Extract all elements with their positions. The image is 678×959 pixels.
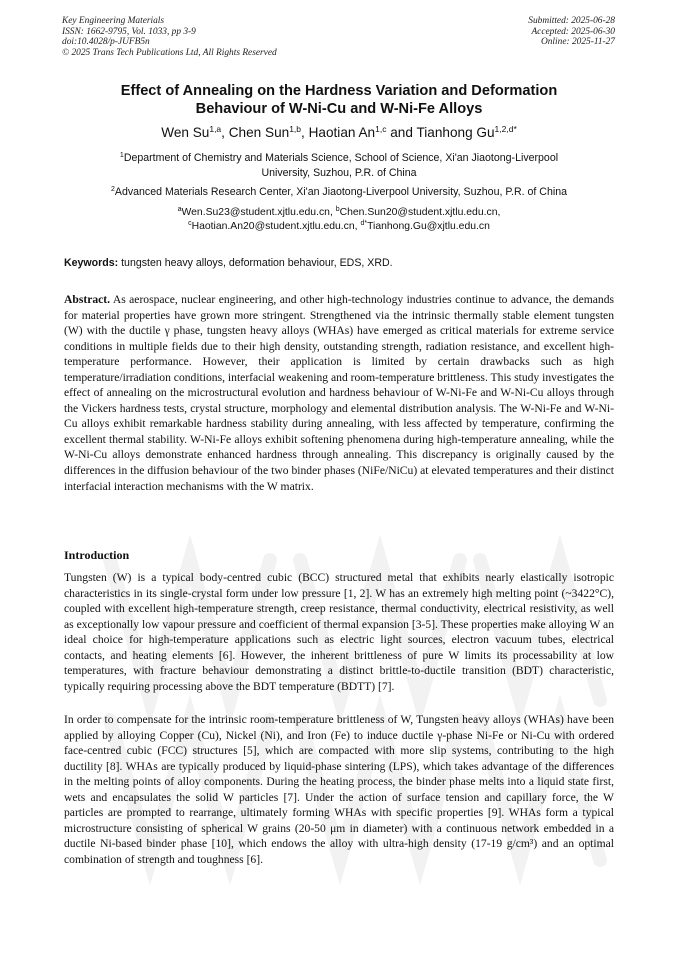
copyright: © 2025 Trans Tech Publications Ltd, All Rights Reserved: [62, 47, 277, 58]
author: Wen Su$^{1,a}$,: [161, 124, 229, 140]
keywords: [64, 256, 616, 270]
journal-name: Key Engineering Materials: [62, 16, 165, 26]
abstract-text: As aerospace, nuclear engineering, and other high-technology industries continue to advance, the demands for material properties have grown more stringent. Strengthened via the intrinsic thermally stable element tungsten (W) with the ductile γ phase, tungsten heavy alloys (WHAs) have emerged as critical materials for extreme service conditions in multiple fields due to their high density, outstanding strength, radiation resistance, and excellent high-temperature performance. However, their application is limited by certain drawbacks such as high temperature/irradiation conditions, interfacial weakening and room-temperature brittleness. This study investigates the effect of annealing on the microstructural evolution and hardness behaviour of W-Ni-Fe and W-Ni-Cu alloys through the Vickers hardness tests, crystal structure, morphology and elemental distribution analysis. The W-Ni-Fe and W-Ni-Cu alloys exhibit remarkable hardness stability during annealing, with less affected by temperature, confirming the excellent thermal stability. W-Ni-Fe alloys exhibit softening phenomena during high-temperature annealing, while the W-Ni-Cu alloys demonstrate enhanced hardness through annealing. This discrepancy is originally caused by the differences in the diffusion behaviour of the two binder phases (NiFe/NiCu) at elevated temperatures and their distinct interfacial interaction mechanisms with the W matrix.: [64, 293, 614, 493]
title-line-2: Behaviour of W-Ni-Cu and W-Ni-Fe Alloys: [195, 100, 483, 117]
accepted-date: Accepted: 2025-06-30: [531, 26, 615, 37]
email-link[interactable]: Tianhong.Gu@xjtlu.edu.cn: [367, 221, 490, 232]
title-line-1: Effect of Annealing on the Hardness Variation and Deformation: [120, 83, 558, 99]
author: Chen Sun$^{1,b}$,: [228, 124, 309, 140]
author: Tianhong $Gu^{1,2,d*}$: [416, 124, 517, 140]
issn: ISSN: 1662-9795, Vol. 1033, pp 3-9: [62, 26, 196, 37]
doi[interactable]: doi:10.4028/p-JUFB5n: [62, 37, 150, 48]
keywords-text: tungsten heavy alloys, deformation behaviour, EDS, XRD.: [118, 257, 393, 269]
author: Haotian An$^{1,c}$ and: [308, 124, 417, 140]
email-link[interactable]: Haotian.An20@student.xjtlu.edu.cn,: [191, 221, 361, 232]
email-link[interactable]: Chen.Sun20@student.xjtlu.edu.cn,: [339, 207, 501, 218]
author-list: [40, 124, 638, 141]
intro-paragraph-2: In order to compensate for the intrinsic room-temperature brittleness of W, Tungsten heavy alloys (WHAs) have been applied by alloying Copper (Cu), Nickel (Ni), and Iron (Fe) to induce ductile γ-phase Ni-Fe or Ni-Cu with ordered face-centred cubic (FCC) structures [5], which are compacted with more slip systems, contributing to the high ductility [8]. WHAs are typically produced by liquid-phase sintering (LPS), which takes advantage of the differences in the melting points of alloy components. During the heating process, the binder phase melts into a liquid state first, wets and encapsulates the solid W particles [7]. Under the action of surface tension and capillary force, the W particles are prompted to rearrange, ultimately forming WHAs with specific properties [9]. WHAs form a typical microstructure consisting of spherical W grains (20-50 μm in diameter) with a continuous network embedded in a ductile Ni-based binder phase [10], which endows the alloy with ultra-high density (17-19 g/cm³) and an optimal combination of strength and toughness [6].: [64, 713, 614, 866]
keywords-label: Keywords:: [64, 257, 119, 269]
online-date: Online: 2025-11-27: [540, 37, 615, 48]
paper-title: [40, 83, 638, 118]
author-emails: $^a$Wen.Su23@student.xjtlu.edu.cn, $^b$Chen.Sun20@student.xjtlu.edu.cn, $^c$Haotian.An20@student.xjtlu.edu.cn, $^{d*}$Tianhong.Gu@xjtlu.edu.cn: [177, 206, 501, 232]
abstract-label: Abstract.: [64, 293, 111, 306]
intro-paragraph-1: Tungsten (W) is a typical body-centred cubic (BCC) structured metal that exhibits nearly elastically isotropic characteristics in its single-crystal form under low pressure [1, 2]. W has an extremely high melting point (~3422°C), coupled with excellent high-temperature strength, creep resistance, thermal conductivity, electrical resistivity, as well as exceptionally low vapour pressure and coefficient of thermal expansion [3-5]. These properties make alloying W an ideal choice for high-temperature applications such as electric light sources, electron vacuum tubes, electrical contacts, and heating elements [6]. However, the inherent brittleness of pure W limits its processability at low temperatures, with fracture behaviour demonstrating a distinct brittle-to-ductile transition (BDT) characteristic, typically requiring processing above the BDT temperature (BDTT) [7].: [64, 571, 614, 693]
abstract: [64, 292, 614, 494]
submitted-date: Submitted: 2025-06-28: [528, 16, 615, 26]
section-heading-introduction: Introduction: [64, 548, 130, 562]
journal-info: [62, 16, 277, 58]
dates-info: [528, 16, 615, 48]
affiliation-1: $^1$Department of Chemistry and Materials Science, School of Science, Xi'an Jiaotong-Liverpool University, Suzhou, P.R. of China: [119, 152, 559, 179]
affiliation-2: $^2$Advanced Materials Research Center, Xi'an Jiaotong-Liverpool University, Suzhou, P.R. of China: [110, 186, 567, 198]
email-link[interactable]: Wen.Su23@student.xjtlu.edu.cn,: [181, 207, 336, 218]
